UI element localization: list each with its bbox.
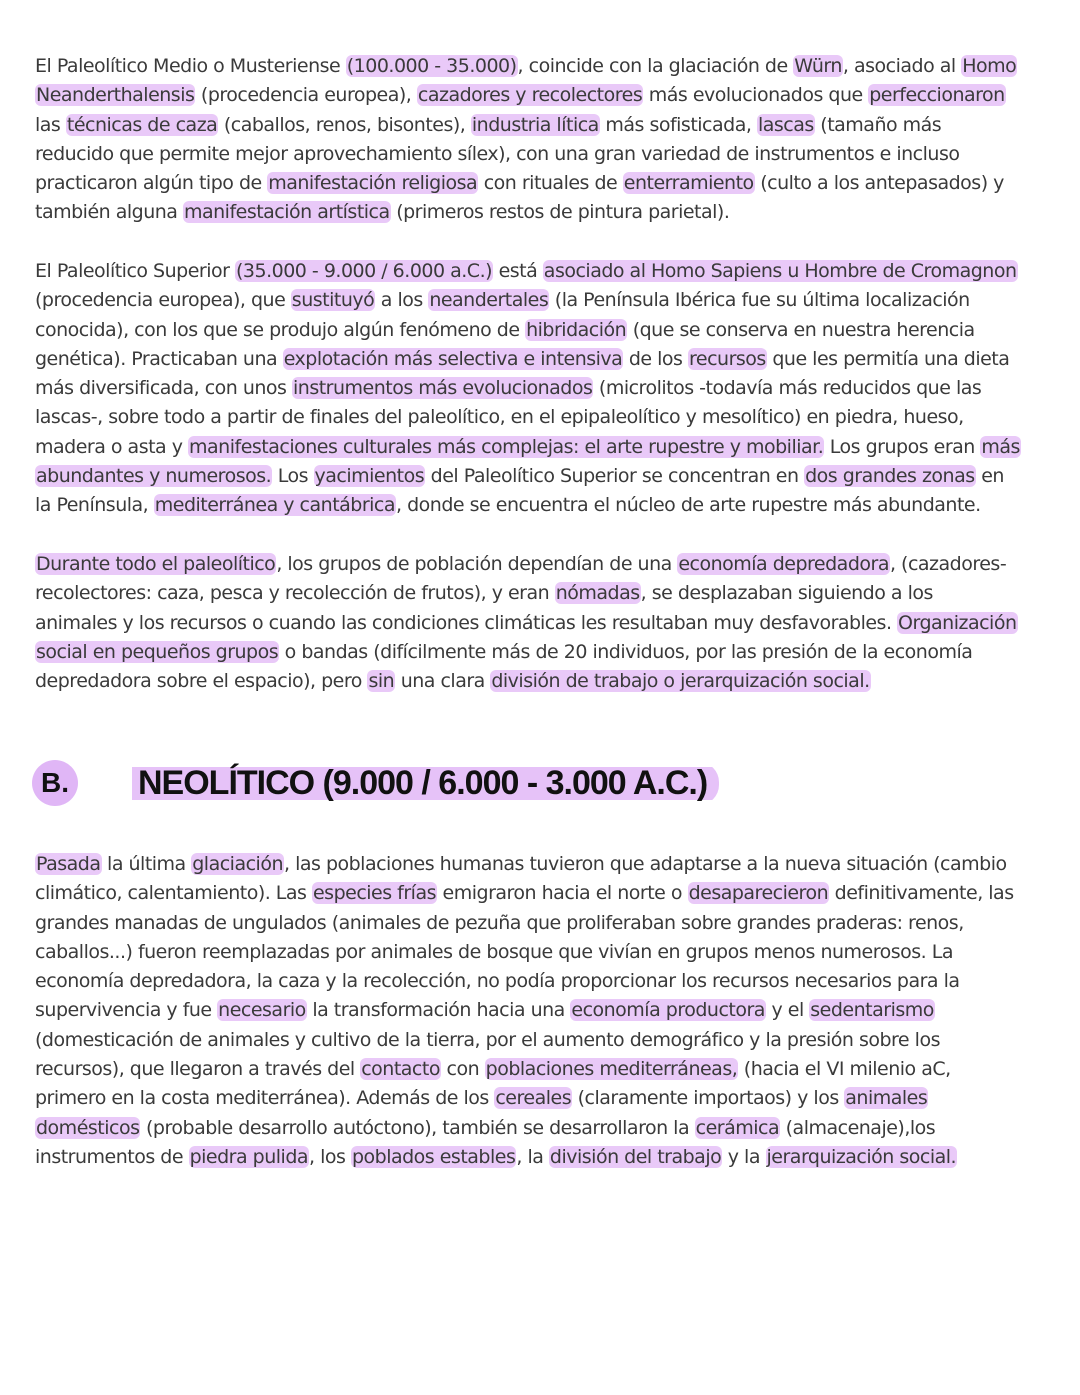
text-segment: , los grupos de población dependían de una	[276, 553, 678, 575]
highlighted-text: contacto	[361, 1058, 440, 1081]
text-segment: El Paleolítico Medio o Musteriense	[35, 55, 346, 77]
highlighted-text: glaciación	[192, 853, 283, 875]
text-segment: , la	[516, 1145, 549, 1168]
text-segment: con	[440, 1058, 485, 1081]
highlighted-text: industria lítica	[471, 113, 599, 136]
text-segment: la transformación hacia una	[306, 999, 571, 1022]
highlighted-text: cazadores y recolectores	[417, 84, 643, 107]
text-segment: (que se conserva en nuestra herencia genética). Practicaban una	[35, 318, 975, 370]
paragraph-neolitico	[35, 850, 1020, 1172]
text-segment: (primeros restos de pintura parietal).	[390, 201, 730, 224]
highlighted-text: manifestaciones culturales más complejas: el arte rupestre y mobiliar.	[189, 435, 824, 458]
text-segment: Los	[272, 465, 314, 488]
text-segment: , coincide con la glaciación de	[517, 55, 794, 77]
highlighted-text: economía productora	[571, 999, 765, 1022]
highlighted-text: explotación más selectiva e intensiva	[283, 347, 623, 370]
highlighted-text: hibridación	[526, 318, 627, 341]
text-segment: o bandas (difícilmente más de 20 individuos, por las presión de la economía depredadora sobre el espacio), pero	[35, 640, 973, 693]
text-segment: (almacenaje),los instrumentos de	[35, 1116, 936, 1168]
highlighted-text: nómadas	[555, 582, 640, 605]
highlighted-text: economía depredadora	[678, 553, 889, 575]
highlighted-text: mediterránea y cantábrica	[154, 494, 396, 517]
highlighted-text: perfeccionaron	[869, 84, 1005, 107]
text-segment: , las poblaciones humanas tuvieron que adaptarse a la nueva situación (cambio climático, calentamiento). Las	[35, 853, 1007, 905]
text-segment: (microlitos -todavía más reducidos que las lascas-, sobre todo a partir de finales del paleolítico, en el epipaleolítico y mesolítico) en piedra, hueso, madera o asta y	[35, 377, 982, 458]
highlighted-text: instrumentos más evolucionados	[293, 377, 593, 400]
highlighted-text: cereales	[495, 1087, 572, 1110]
highlighted-text: manifestación religiosa	[268, 172, 478, 195]
highlighted-text: asociado al Homo Sapiens u Hombre de Cromagnon	[543, 260, 1017, 282]
highlighted-text: división del trabajo	[549, 1145, 722, 1168]
paragraph-paleolitico-medio	[35, 52, 1020, 228]
text-segment: (domesticación de animales y cultivo de la tierra, por el aumento demográfico y la presión sobre los recursos), que llegaron a través del	[35, 1028, 940, 1081]
highlighted-text: poblados estables	[351, 1145, 516, 1168]
text-segment: del Paleolítico Superior se concentran en	[425, 465, 805, 488]
highlighted-text: piedra pulida	[189, 1145, 309, 1168]
highlighted-text: poblaciones mediterráneas,	[485, 1058, 738, 1081]
text-segment: (culto a los antepasados) y también alguna	[35, 172, 1004, 224]
highlighted-text: jerarquización social.	[766, 1145, 957, 1168]
highlighted-text: Durante todo el paleolítico	[36, 553, 276, 575]
text-segment: de los	[623, 347, 688, 370]
highlighted-text: Homo Neanderthalensis	[36, 55, 1017, 107]
text-segment: más evolucionados que	[643, 84, 869, 107]
paragraph-paleolitico-superior	[35, 257, 1020, 521]
highlighted-text: lascas	[757, 113, 814, 136]
highlighted-text: especies frías	[312, 882, 436, 905]
highlighted-text: sedentarismo	[810, 999, 934, 1022]
section-letter-badge: B.	[32, 760, 78, 806]
paragraph-economia-paleolitico	[35, 550, 1020, 696]
highlighted-text: Pasada	[36, 853, 101, 875]
text-segment: El Paleolítico Superior	[35, 260, 235, 282]
text-segment: está	[493, 260, 543, 282]
highlighted-text: necesario	[218, 999, 306, 1022]
highlighted-text: neandertales	[429, 289, 549, 312]
highlighted-text: división de trabajo o jerarquización social.	[491, 670, 870, 693]
text-segment: Los grupos eran	[824, 435, 981, 458]
text-segment: en la Península,	[35, 465, 1004, 517]
text-segment: con rituales de	[478, 172, 623, 195]
text-segment: que les permitía una dieta más diversificada, con unos	[35, 347, 1010, 400]
highlighted-text: manifestación artística	[183, 201, 390, 224]
text-segment: definitivamente, las grandes manadas de ungulados (animales de pezuña que proliferaban sobre grandes praderas: renos, caballos...) fueron reemplazadas por animales de bosque que vivían en grupos menos numerosos. La economía depredadora, la caza y la recolección, no podía proporcionar los recursos necesarios para la supervivencia y fue	[35, 882, 1014, 1022]
text-segment: (tamaño más reducido que permite mejor aprovechamiento sílex), con una gran variedad de instrumentos e incluso practicaron algún tipo de	[35, 113, 960, 195]
text-segment: (claramente importaos) y los	[572, 1087, 845, 1110]
highlighted-text: yacimientos	[314, 465, 425, 488]
text-segment: a los	[375, 289, 429, 312]
text-segment: , asociado al	[842, 55, 962, 77]
highlighted-text: enterramiento	[623, 172, 754, 195]
highlighted-text: animales domésticos	[36, 1087, 928, 1139]
highlighted-text: sustituyó	[291, 289, 375, 312]
section-heading-neolitico	[32, 757, 719, 809]
text-segment: , se desplazaban siguiendo a los animales y los recursos o cuando las condiciones climáticas les resultaban muy desfavorables.	[35, 582, 933, 634]
highlighted-text: técnicas de caza	[66, 113, 218, 136]
text-segment: más sofisticada,	[599, 113, 757, 136]
highlighted-text: dos grandes zonas	[805, 465, 975, 488]
text-segment: (caballos, renos, bisontes),	[218, 113, 471, 136]
text-segment: y el	[765, 999, 810, 1022]
section-title: NEOLÍTICO (9.000 / 6.000 - 3.000 A.C.)	[132, 762, 719, 805]
highlighted-text: Organización social en pequeños grupos	[36, 611, 1017, 663]
text-segment: (hacia el VI milenio aC, primero en la costa mediterránea). Además de los	[35, 1058, 951, 1110]
text-segment: las	[35, 113, 66, 136]
highlighted-text: (100.000 - 35.000)	[346, 55, 517, 77]
highlighted-text: cerámica	[695, 1116, 780, 1139]
text-segment: la última	[101, 853, 192, 875]
highlighted-text: (35.000 - 9.000 / 6.000 a.C.)	[235, 260, 493, 282]
text-segment: una clara	[395, 670, 491, 693]
text-segment: (probable desarrollo autóctono), también se desarrollaron la	[140, 1116, 695, 1139]
text-segment: , donde se encuentra el núcleo de arte rupestre más abundante.	[396, 494, 981, 517]
text-segment: y la	[722, 1145, 766, 1168]
text-segment: emigraron hacia el norte o	[437, 882, 688, 905]
text-segment: (procedencia europea), que	[35, 289, 291, 312]
text-segment: , los	[309, 1145, 351, 1168]
text-segment: (procedencia europea),	[195, 84, 417, 107]
highlighted-text: recursos	[689, 347, 766, 370]
highlighted-text: desaparecieron	[688, 882, 829, 905]
highlighted-text: más abundantes y numerosos.	[36, 435, 1020, 488]
highlighted-text: Würn	[794, 55, 842, 77]
text-segment: (la Península Ibérica fue su última localización conocida), con los que se produjo algún fenómeno de	[35, 289, 970, 341]
text-segment: , (cazadores-recolectores: caza, pesca y recolección de frutos), y eran	[35, 553, 1007, 605]
highlighted-text: sin	[368, 670, 395, 693]
